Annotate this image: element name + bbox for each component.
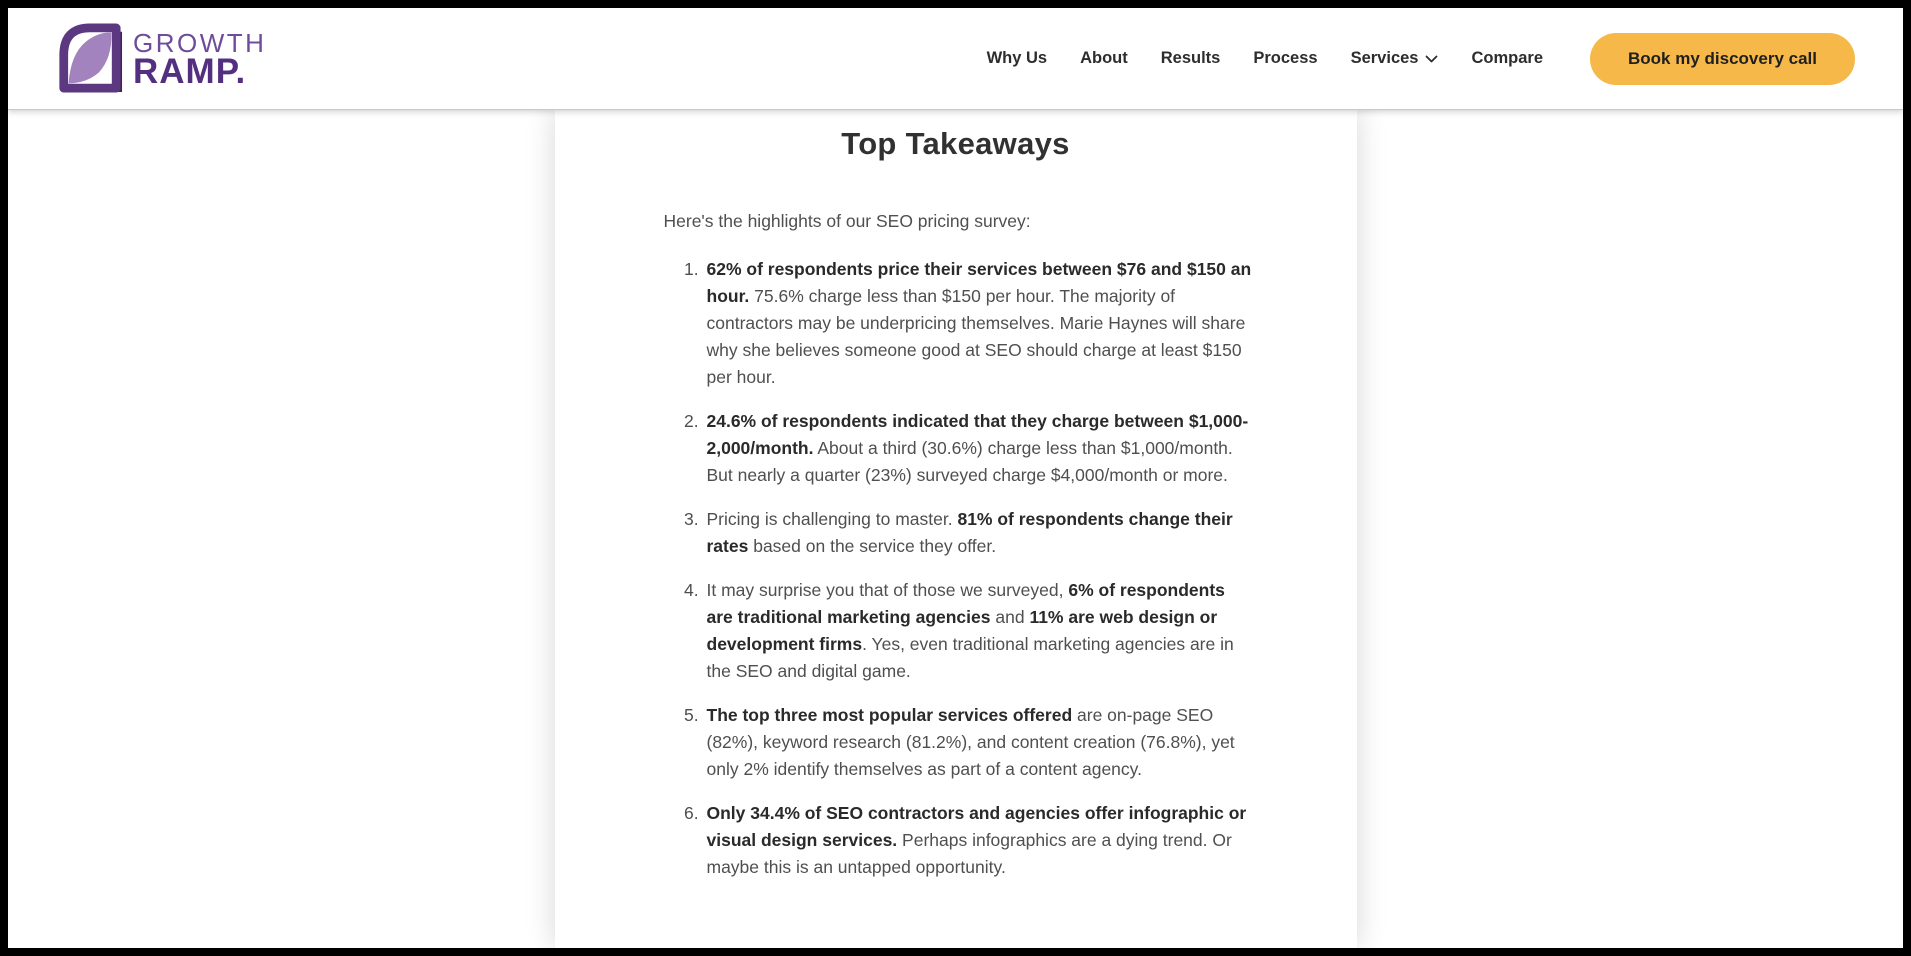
logo-word-ramp: RAMP.: [133, 51, 247, 91]
site-header: [8, 8, 1903, 110]
book-discovery-call-button[interactable]: Book my discovery call: [1590, 33, 1855, 85]
growthramp-logo-icon: [55, 23, 123, 95]
takeaway-item: 2. 24.6% of respondents indicated that they charge between $1,000-2,000/month. About a third (30.6%) charge less than $1,000/month. But nearly a quarter (23%) surveyed charge $4,000/month or more.: [704, 408, 1256, 489]
primary-nav: [954, 49, 1543, 68]
takeaways-list: [664, 256, 1256, 881]
takeaway-item: 6. Only 34.4% of SEO contractors and agencies offer infographic or visual design services. Perhaps infographics are a dying trend. Or maybe this is an untapped opportunity.: [704, 800, 1256, 881]
takeaway-item: 1. 62% of respondents price their services between $76 and $150 an hour. 75.6% charge less than $150 per hour. The majority of contractors may be underpricing themselves. Marie Haynes will share why she believes someone good at SEO should charge at least $150 per hour.: [704, 256, 1256, 391]
nav-item-services[interactable]: [1351, 49, 1439, 68]
nav-item-label: Process: [1253, 49, 1318, 67]
takeaway-item: 3. Pricing is challenging to master. 81% of respondents change their rates based on the service they offer.: [704, 506, 1256, 560]
nav-item-results[interactable]: [1161, 49, 1221, 68]
article-content: [664, 208, 1256, 881]
nav-item-label: Results: [1160, 49, 1221, 67]
intro-paragraph: Here's the highlights of our SEO pricing survey:: [663, 211, 1031, 231]
nav-item-why-us[interactable]: [987, 49, 1048, 68]
nav-item-about[interactable]: [1080, 49, 1128, 68]
growthramp-logo[interactable]: [55, 23, 266, 95]
logo-wordmark: [133, 27, 267, 91]
chevron-down-icon: [1425, 55, 1438, 64]
nav-item-compare[interactable]: [1471, 49, 1543, 68]
page-background: [8, 110, 1903, 948]
takeaway-item: 4. It may surprise you that of those we surveyed, 6% of respondents are traditional marketing agencies and 11% are web design or development firms. Yes, even traditional marketing agencies are in the SEO and digital game.: [704, 577, 1256, 685]
takeaway-item: 5. The top three most popular services offered are on-page SEO (82%), keyword research (81.2%), and content creation (76.8%), yet only 2% identify themselves as part of a content agency.: [704, 702, 1256, 783]
nav-item-process[interactable]: [1253, 49, 1317, 68]
nav-item-label: Services: [1350, 49, 1419, 67]
article-column: [555, 110, 1357, 948]
logo-word-growth: GROWTH: [133, 27, 267, 58]
nav-item-label: About: [1080, 49, 1128, 67]
nav-item-label: Compare: [1471, 49, 1544, 67]
nav-item-label: Why Us: [986, 49, 1048, 67]
page-title: Top Takeaways: [841, 126, 1070, 161]
